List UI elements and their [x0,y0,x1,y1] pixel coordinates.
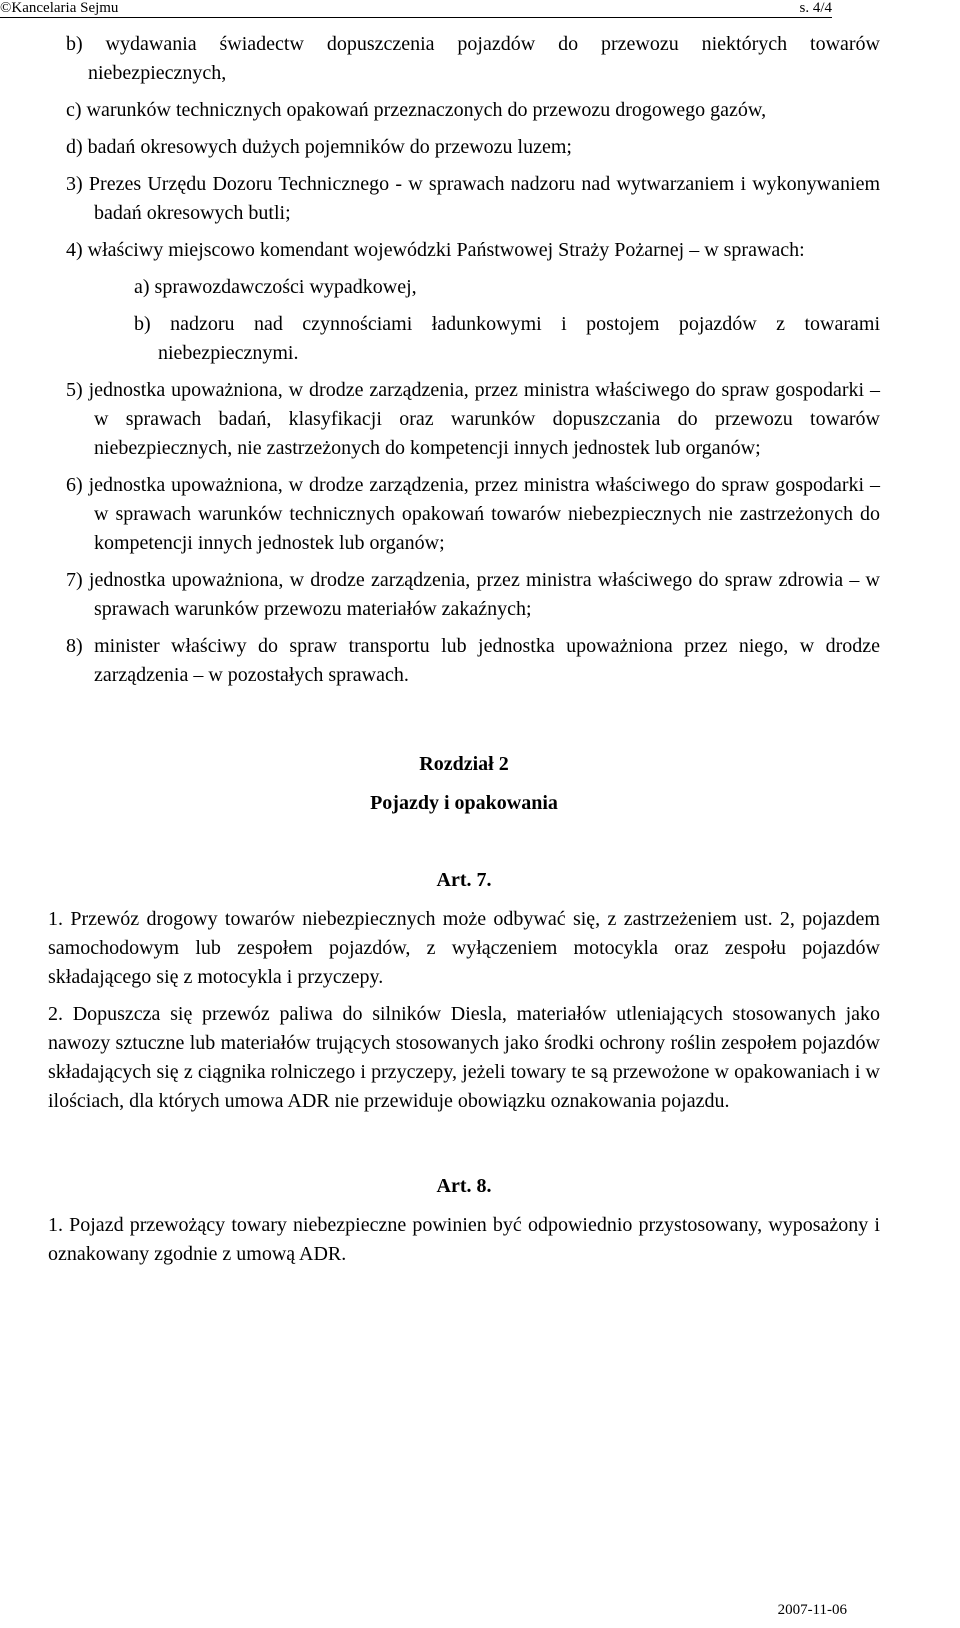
list-item: 8) minister właściwy do spraw transportu lub jednostka upoważniona przez niego, w drodze zarządzenia – w pozostałych sprawach. [66,635,880,686]
chapter-heading: Rozdział 2 [419,753,509,775]
list-item: b) wydawania świadectw dopuszczenia pojazdów do przewozu niektórych towarów niebezpiecznych, [66,33,880,84]
header-copyright: ©Kancelaria Sejmu [0,0,119,16]
list-item: 5) jednostka upoważniona, w drodze zarządzenia, przez ministra właściwego do spraw gospodarki – w sprawach badań, klasyfikacji oraz warunków dopuszczania do przewozu towarów niebezpiecznych, nie zastrzeżonych do kompetencji innych jednostek lub organów; [66,379,880,459]
document-body [48,30,880,1277]
header-divider [0,17,832,18]
list-item: 3) Prezes Urzędu Dozoru Technicznego - w sprawach nadzoru nad wytwarzaniem i wykonywaniem badań okresowych butli; [66,173,880,224]
article-7-paragraph-2: 2. Dopuszcza się przewóz paliwa do silników Diesla, materiałów utleniających stosowanych jako nawozy sztuczne lub materiałów trujących stosowanych jako środki ochrony roślin zespołem pojazdów składających się z ciągnika rolniczego i przyczepy, jeżeli towary te są przewożone w opakowaniach i w ilościach, dla których umowa ADR nie przewiduje obowiązku oznakowania pojazdu. [48,1003,880,1112]
chapter-title: Pojazdy i opakowania [370,792,558,814]
list-item: 4) właściwy miejscowo komendant wojewódzki Państwowej Straży Pożarnej – w sprawach: [66,239,805,261]
list-item: a) sprawozdawczości wypadkowej, [134,276,417,298]
article-7-heading: Art. 7. [436,869,492,891]
article-8-paragraph-1: 1. Pojazd przewożący towary niebezpieczne powinien być odpowiednio przystosowany, wyposażony i oznakowany zgodnie z umową ADR. [48,1214,880,1265]
footer-date: 2007-11-06 [777,1602,847,1618]
list-item: b) nadzoru nad czynnościami ładunkowymi i postojem pojazdów z towarami niebezpiecznymi. [134,313,880,364]
article-7-paragraph-1: 1. Przewóz drogowy towarów niebezpiecznych może odbywać się, z zastrzeżeniem ust. 2, pojazdem samochodowym lub zespołem pojazdów, z wyłączeniem motocykla oraz zespołu pojazdów składającego się z motocykla i przyczepy. [48,908,880,988]
article-8-heading: Art. 8. [436,1175,492,1197]
list-item: d) badań okresowych dużych pojemników do przewozu luzem; [66,136,572,158]
list-item: 7) jednostka upoważniona, w drodze zarządzenia, przez ministra właściwego do spraw zdrowia – w sprawach warunków przewozu materiałów zakaźnych; [66,569,880,620]
page-number: s. 4/4 [799,0,832,16]
list-item: c) warunków technicznych opakowań przeznaczonych do przewozu drogowego gazów, [66,99,767,121]
list-item: 6) jednostka upoważniona, w drodze zarządzenia, przez ministra właściwego do spraw gospodarki – w sprawach warunków technicznych opakowań towarów niebezpiecznych nie zastrzeżonych do kompetencji innych jednostek lub organów; [66,474,880,554]
